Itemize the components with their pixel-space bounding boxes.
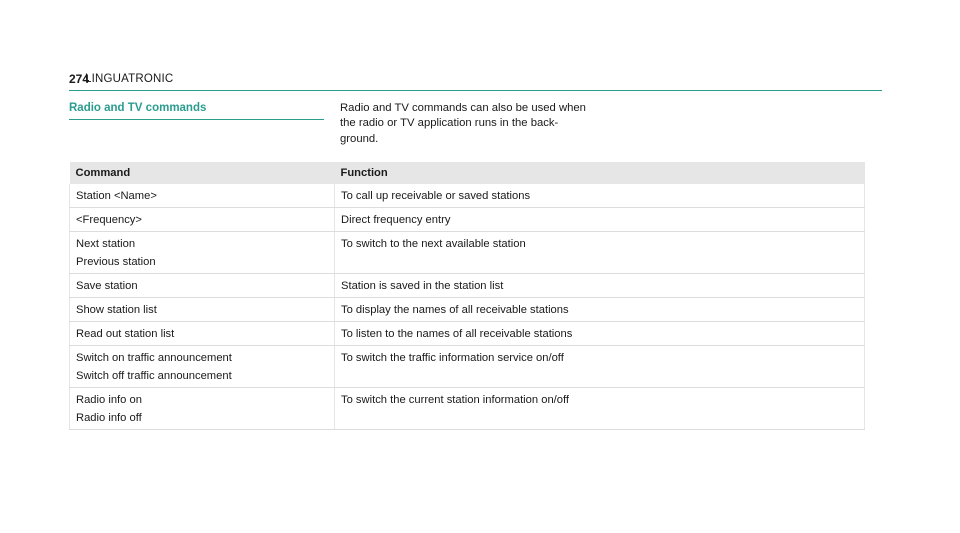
command-cell [70, 208, 335, 232]
command-table [69, 162, 865, 430]
command-cell [70, 346, 335, 388]
page-number: 274 [69, 72, 90, 86]
command-cell [70, 298, 335, 322]
command-cell [70, 274, 335, 298]
command-text: Previous station [76, 256, 156, 268]
table-row [70, 298, 865, 322]
function-cell [335, 274, 865, 298]
function-cell [335, 184, 865, 208]
function-text: To switch to the next available station [341, 238, 526, 250]
table-row [70, 346, 865, 388]
intro-paragraph [340, 102, 610, 146]
function-text: To switch the traffic information service on/off [341, 352, 564, 364]
command-text: Switch off traffic announcement [76, 370, 232, 382]
command-text: Save station [76, 280, 138, 292]
command-text: Station <Name> [76, 190, 157, 202]
command-cell [70, 388, 335, 430]
intro-line: ground. [340, 132, 379, 145]
command-text: Show station list [76, 304, 157, 316]
command-text: Switch on traffic announcement [76, 352, 232, 364]
function-text: To switch the current station information on/off [341, 394, 570, 406]
table-row [70, 388, 865, 430]
table-row [70, 322, 865, 346]
command-text: Next station [76, 238, 136, 250]
function-cell [335, 388, 865, 430]
function-cell [335, 232, 865, 274]
table-header-row [70, 162, 865, 184]
chapter-title: LINGUATRONIC [85, 73, 174, 85]
function-cell [335, 298, 865, 322]
intro-line: the radio or TV application runs in the back- [340, 117, 559, 130]
command-cell [70, 232, 335, 274]
command-cell [70, 322, 335, 346]
command-cell [70, 184, 335, 208]
table-row [70, 208, 865, 232]
function-text: To listen to the names of all receivable stations [341, 328, 573, 340]
command-text: Radio info off [76, 412, 142, 424]
table-row [70, 184, 865, 208]
function-cell [335, 346, 865, 388]
page-header [69, 72, 882, 91]
function-text: To display the names of all receivable stations [341, 304, 569, 316]
intro-line: Radio and TV commands can also be used when [340, 102, 586, 114]
function-cell [335, 208, 865, 232]
command-text: Read out station list [76, 328, 175, 340]
function-text: To call up receivable or saved stations [341, 190, 531, 202]
function-cell [335, 322, 865, 346]
function-text: Station is saved in the station list [341, 280, 504, 292]
command-text: <Frequency> [76, 214, 142, 226]
section-heading: Radio and TV commands [69, 102, 324, 120]
column-header-command: Command [70, 162, 335, 184]
table-row [70, 274, 865, 298]
command-text: Radio info on [76, 394, 142, 406]
column-header-function: Function [335, 162, 865, 184]
table-row [70, 232, 865, 274]
function-text: Direct frequency entry [341, 214, 451, 226]
